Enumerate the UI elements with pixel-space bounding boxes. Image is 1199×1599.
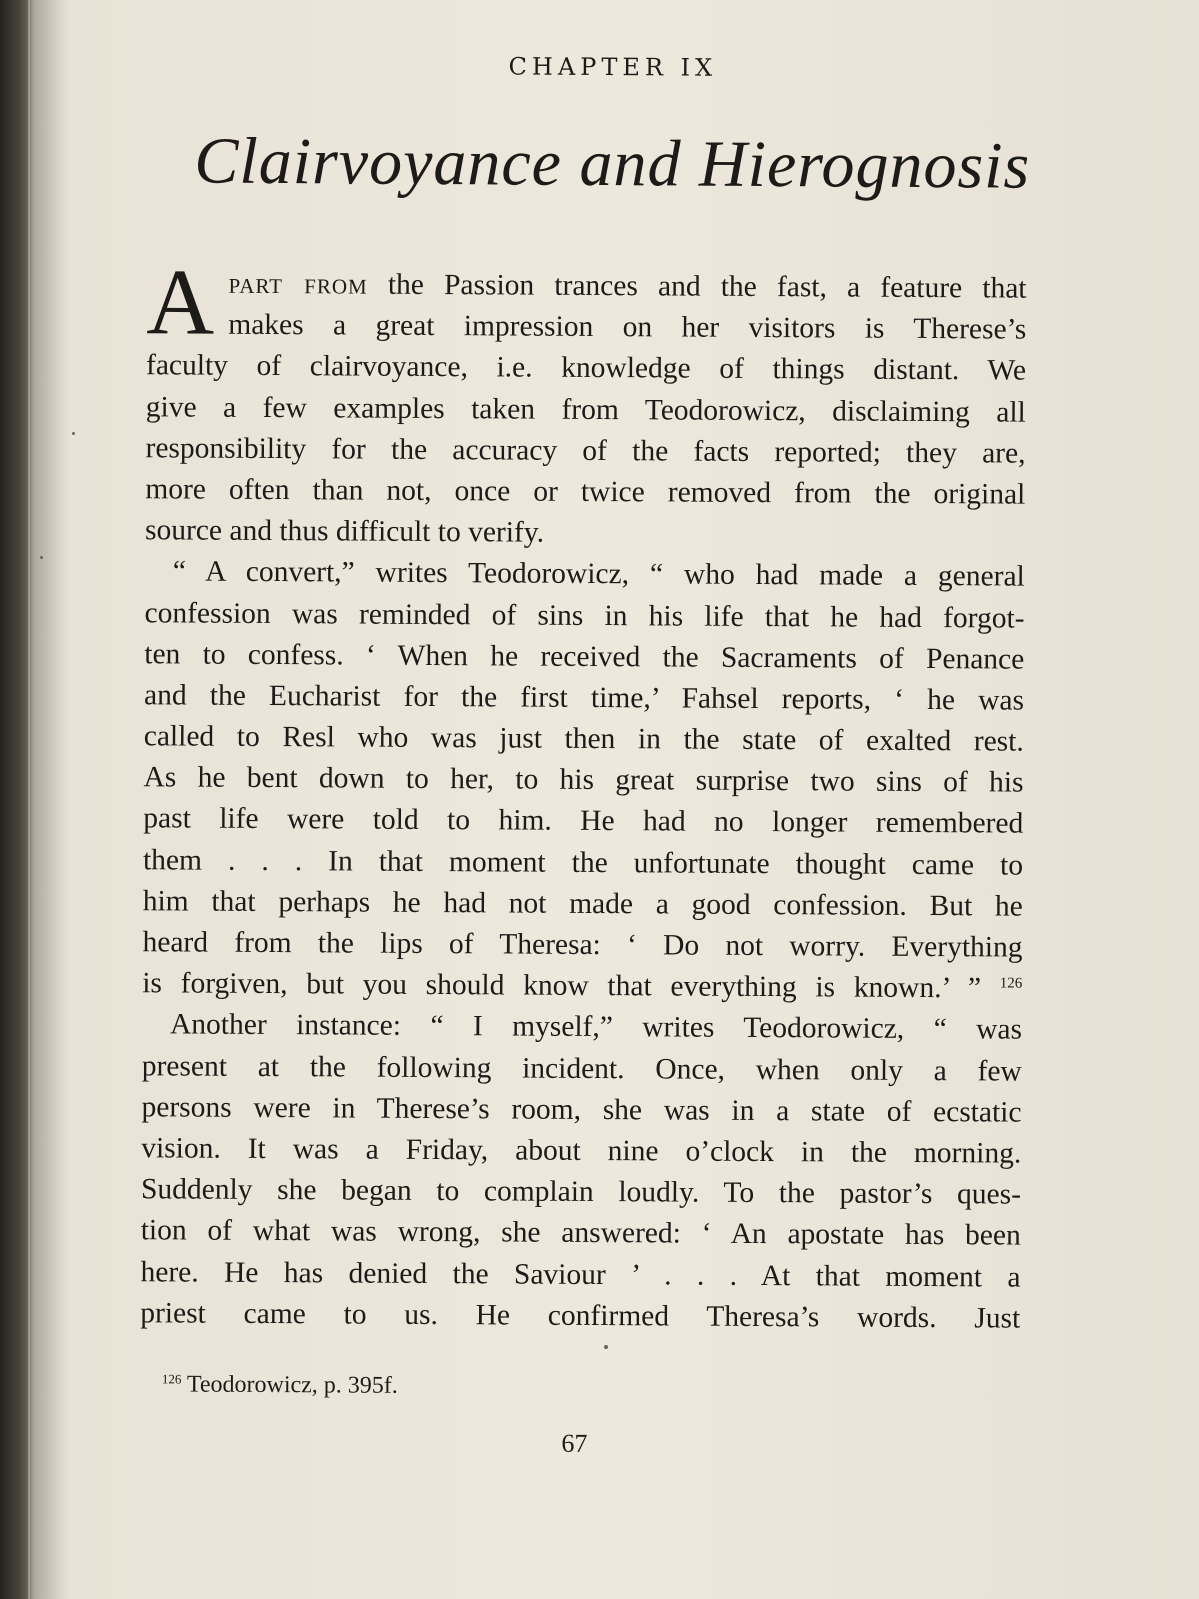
text-line: source and thus difficult to verify. (144, 514, 545, 549)
text-line: tion of what was wrong, she answered: ‘ An apostate has been (140, 1214, 1021, 1252)
text-line: them . . . In that moment the unfortunate thought came to (142, 843, 1024, 882)
text-line: part from the Passion trances and the fast, a feature that (228, 267, 1027, 305)
paper-speck (40, 556, 43, 559)
text-line: Another instance: “ I myself,” writes Teodorowicz, “ was (169, 1008, 1023, 1046)
footnote-number: 126 (161, 1371, 182, 1387)
text-line: present at the following incident. Once, when only a few (141, 1049, 1022, 1088)
paragraph-1 (144, 250, 1027, 557)
footnote-reference: 126 (999, 975, 1023, 992)
footnote-text: Teodorowicz, p. 395f. (181, 1371, 398, 1399)
text-line: ten to confess. ‘ When he received the Sacraments of Penance (144, 637, 1025, 676)
text-line: vision. It was a Friday, about nine o’clock in the morning. (141, 1132, 1022, 1170)
text-line: faculty of clairvoyance, i.e. knowledge of things distant. We (145, 349, 1027, 387)
drop-cap: A (146, 250, 215, 355)
text-line: and the Eucharist for the first time,’ Fahsel reports, ‘ he was (143, 679, 1025, 717)
text-line: past life were told to him. He had no longer remembered (143, 802, 1024, 841)
paragraph-2 (142, 552, 1025, 1010)
text-line: here. He has denied the Saviour ’ . . . At that moment a (140, 1255, 1021, 1294)
text-line: more often than not, once or twice removed from the original (145, 473, 1026, 511)
page-number: 67 (561, 1428, 588, 1458)
smallcaps-lead: part from (228, 267, 368, 301)
page-body (140, 250, 1027, 1339)
text-line: responsibility for the accuracy of the facts reported; they are, (145, 431, 1026, 470)
paragraph-3 (140, 1005, 1022, 1340)
text-line: called to Resl who was just then in the state of exalted rest. (143, 720, 1024, 758)
text-line: priest came to us. He confirmed Theresa’s words. Just (140, 1296, 1021, 1335)
facing-page-edge (0, 0, 28, 1599)
gutter-shadow (30, 0, 70, 1599)
text-line: confession was reminded of sins in his life that he had forgot- (144, 596, 1025, 635)
text-line: him that perhaps he had not made a good confession. But he (142, 885, 1023, 923)
book-page (139, 47, 1048, 1532)
text-line: heard from the lips of Theresa: ‘ Do not worry. Everything (142, 926, 1023, 964)
text-line: persons were in Therese’s room, she was in a state of ecstatic (141, 1090, 1022, 1129)
text-line: Suddenly she began to complain loudly. To the pastor’s ques- (140, 1173, 1022, 1211)
text-line: is forgiven, but you should know that everything is known.’ ” $^{126}$ (142, 967, 1023, 1005)
text-line: makes a great impression on her visitors is Therese’s (228, 308, 1027, 346)
chapter-title: Clairvoyance and Hierognosis (194, 124, 1031, 203)
text-line: “ A convert,” writes Teodorowicz, “ who had made a general (172, 555, 1025, 593)
paper-speck (72, 432, 75, 435)
chapter-label: CHAPTER IX (508, 52, 718, 82)
text-line: As he bent down to her, to his great surprise two sins of his (143, 761, 1024, 799)
footnote (140, 1362, 1040, 1401)
text-line: give a few examples taken from Teodorowicz, disclaiming all (145, 390, 1026, 429)
